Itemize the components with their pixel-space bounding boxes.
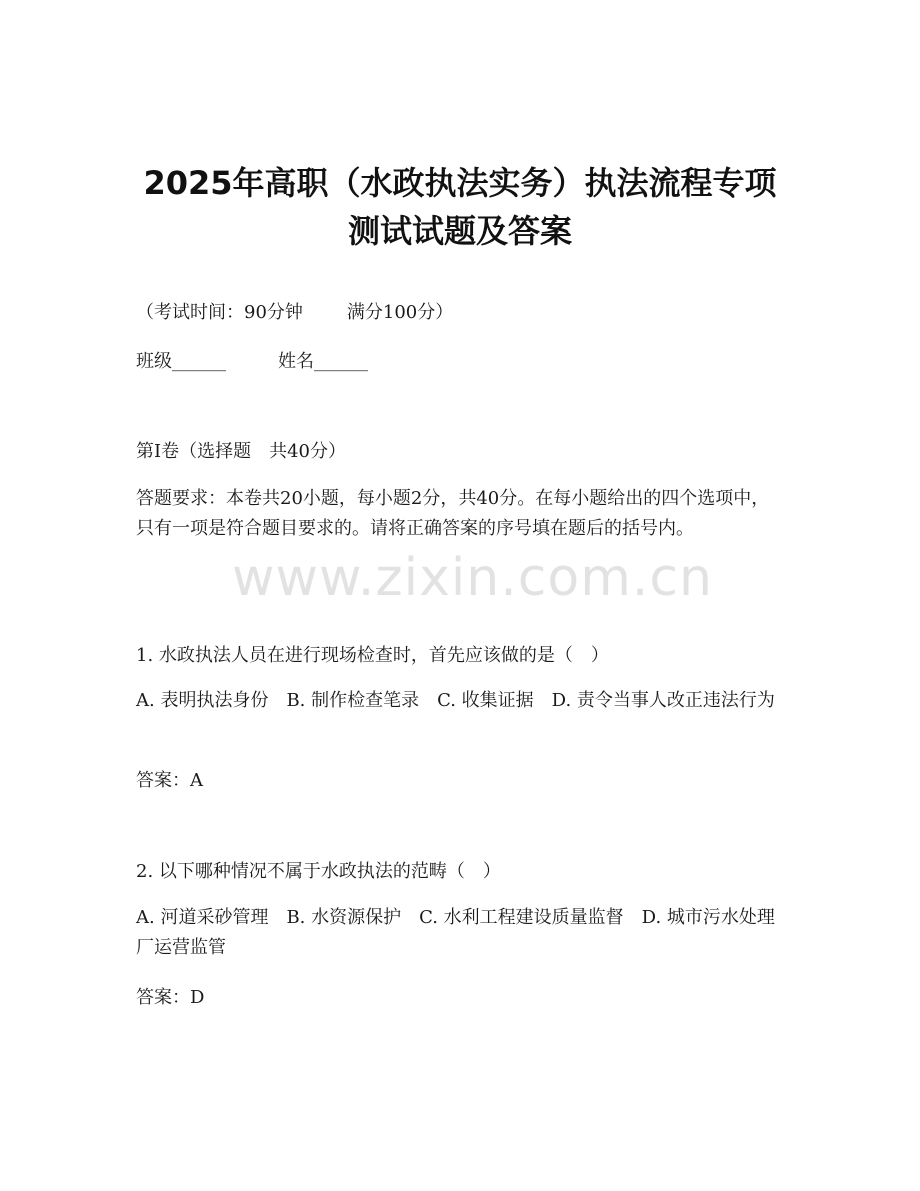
question-1-stem: 1. 水政执法人员在进行现场检查时，首先应该做的是（ ） <box>136 645 609 666</box>
exam-info <box>136 302 776 324</box>
class-field: 班级______ <box>136 351 226 372</box>
document-title-line-2: 测试试题及答案 <box>347 212 572 250</box>
watermark: www.zixin.com.cn <box>232 548 713 608</box>
question-1-options: A. 表明执法身份 B. 制作检查笔录 C. 收集证据 D. 责令当事人改正违法行为 <box>136 690 775 711</box>
question-2-stem: 2. 以下哪种情况不属于水政执法的范畴（ ） <box>136 861 501 882</box>
exam-time: （考试时间：90分钟 <box>136 302 303 323</box>
document-title-line-1: 2025年高职（水政执法实务）执法流程专项 <box>143 164 777 202</box>
name-field: 姓名______ <box>278 351 368 372</box>
question-2-answer: 答案：D <box>136 987 205 1008</box>
exam-score: 满分100分） <box>346 302 454 323</box>
instructions: 答题要求：本卷共20小题，每小题2分，共40分。在每小题给出的四个选项中，只有一项是符合题目要求的。请将正确答案的序号填在题后的括号内。 <box>136 488 770 539</box>
student-fields <box>136 351 776 373</box>
question-1-answer: 答案：A <box>136 770 203 791</box>
section-heading: 第Ⅰ卷（选择题 共40分） <box>136 441 347 462</box>
question-2-options: A. 河道采砂管理 B. 水资源保护 C. 水利工程建设质量监督 D. 城市污水处理厂运营监管 <box>136 907 775 958</box>
